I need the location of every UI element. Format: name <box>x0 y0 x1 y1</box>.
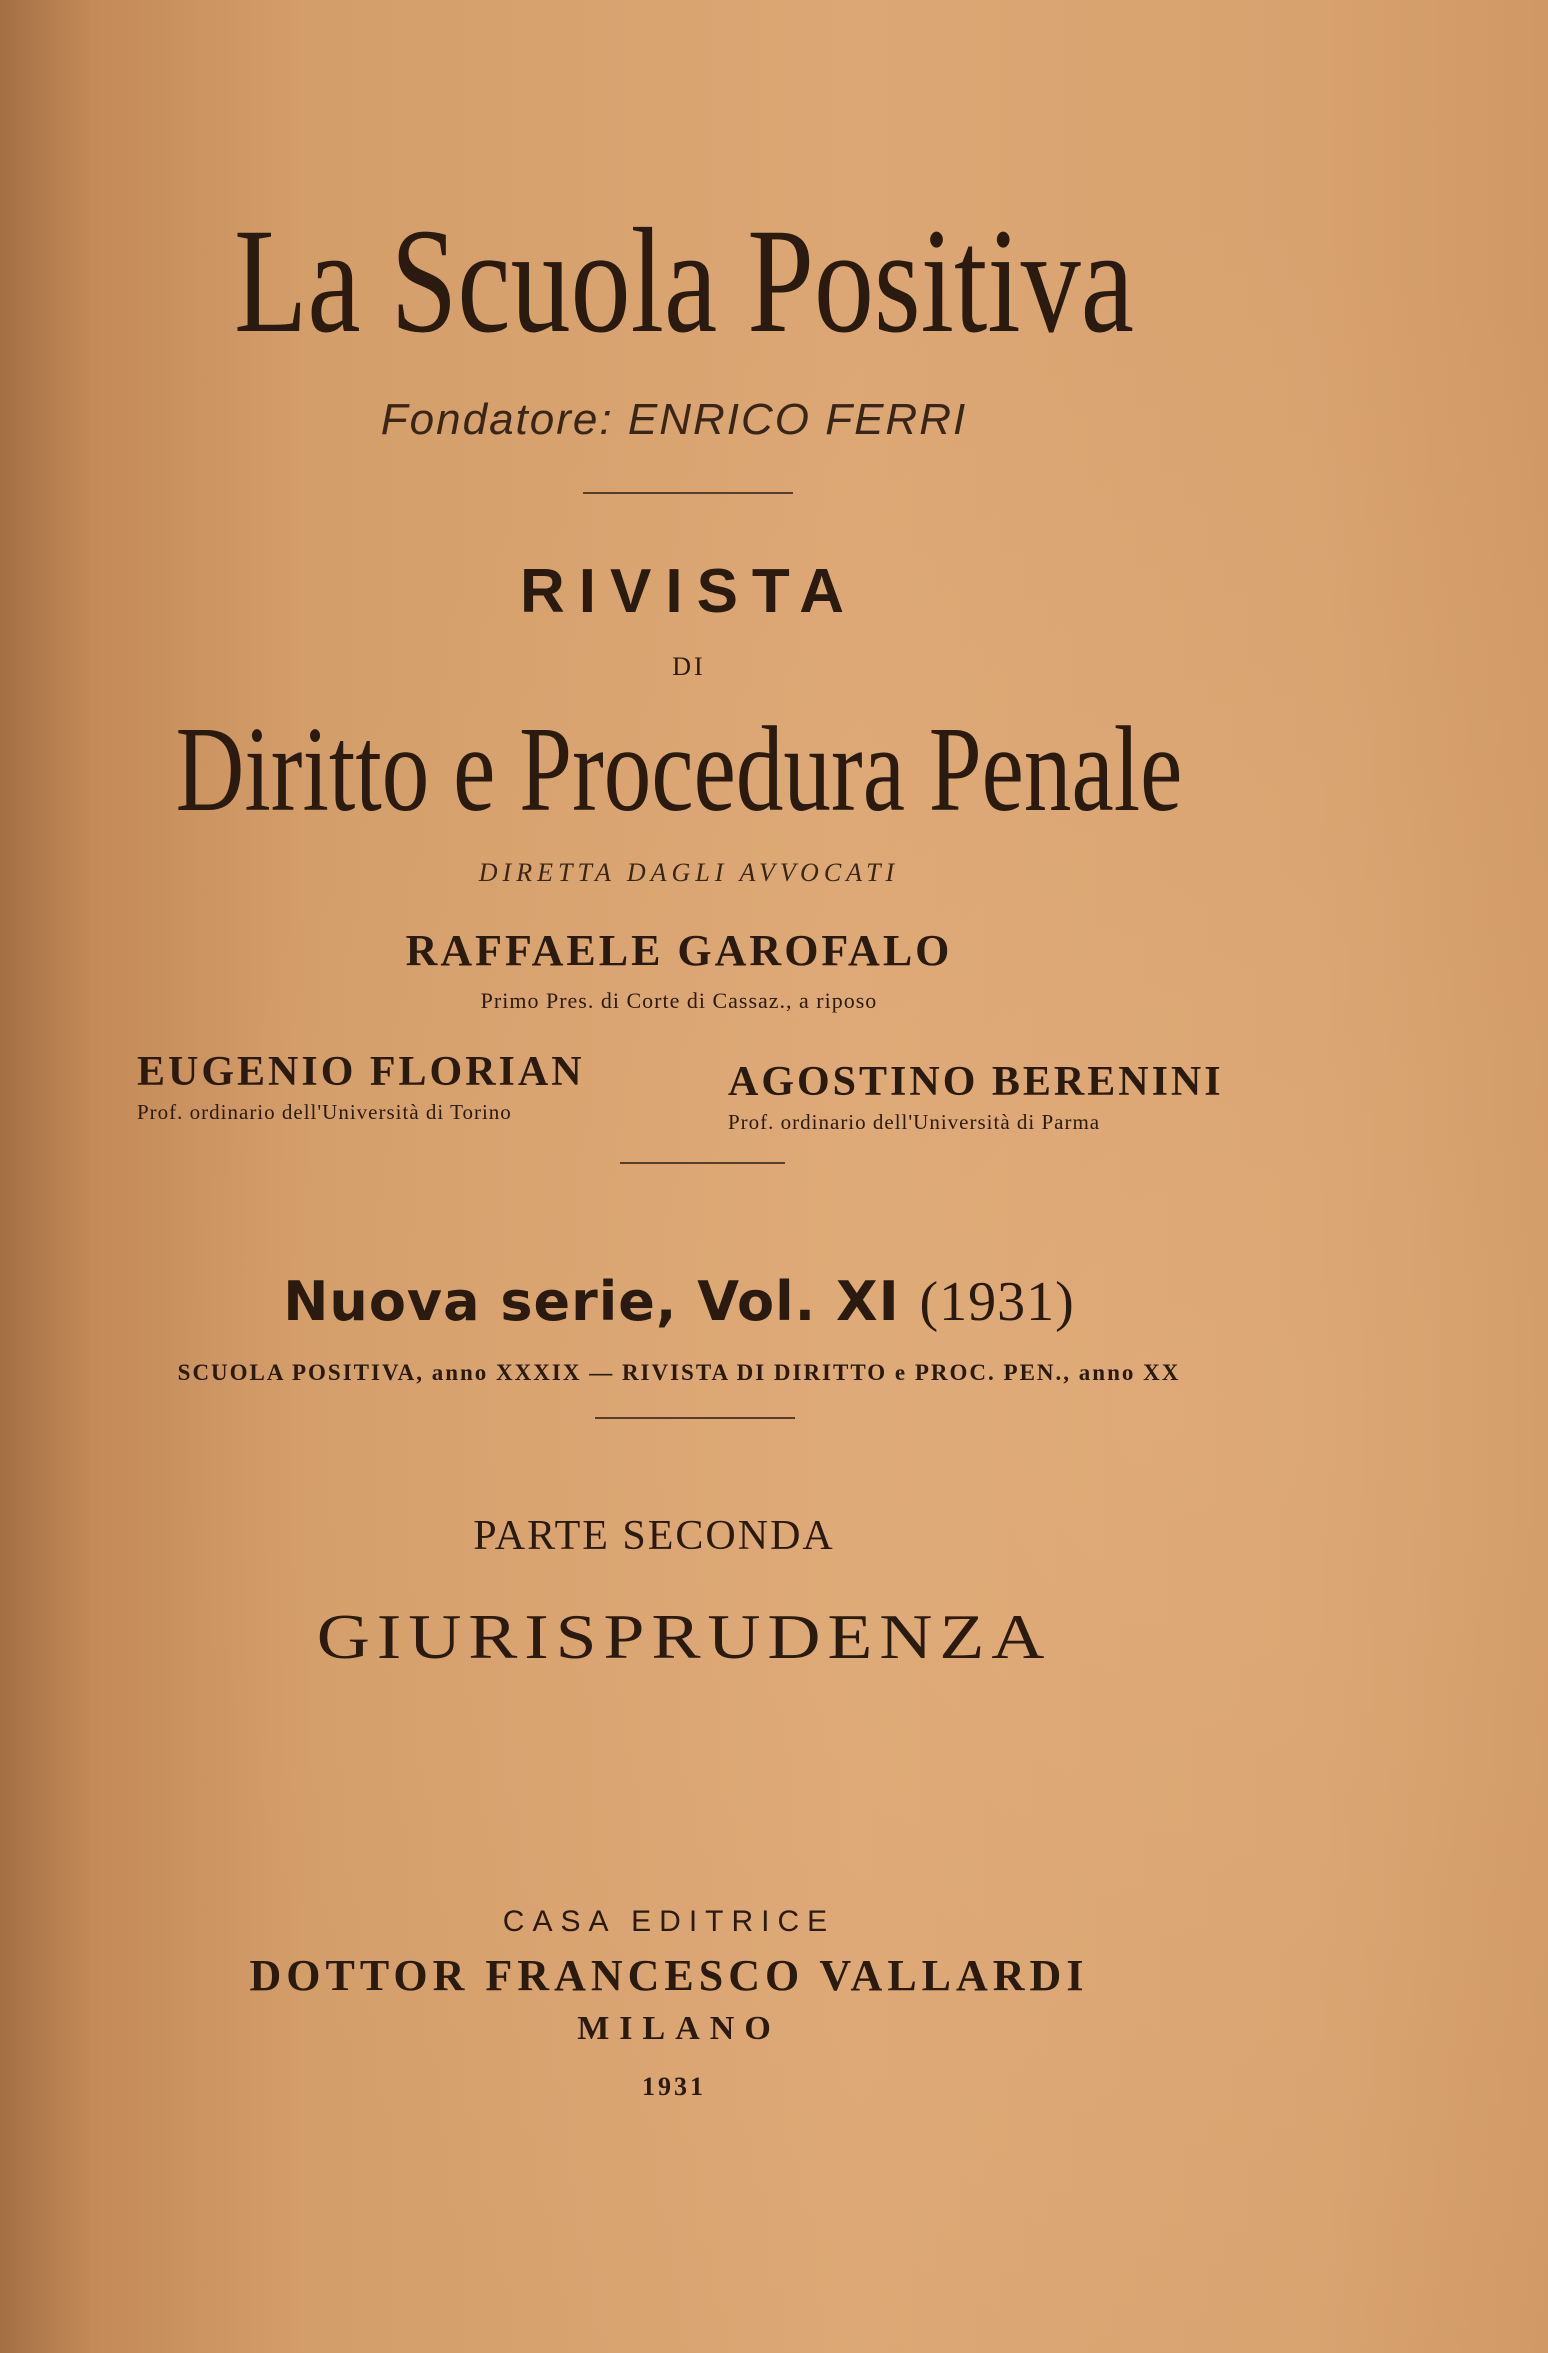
editor-left-name: EUGENIO FLORIAN <box>137 1049 585 1095</box>
imprint-year: 1931 <box>642 2072 706 2101</box>
divider-rule <box>583 492 793 494</box>
editor-left <box>137 1048 585 1125</box>
divider-rule <box>595 1417 795 1419</box>
imprint-publisher: DOTTOR FRANCESCO VALLARDI <box>249 1951 1089 2000</box>
founder-name: ENRICO FERRI <box>627 395 968 444</box>
editor-right <box>728 1058 1224 1135</box>
rivista-heading: RIVISTA <box>520 557 858 626</box>
series-subline: SCUOLA POSITIVA, anno XXXIX — RIVISTA DI DIRITTO e PROC. PEN., anno XX <box>177 1360 1181 1385</box>
editor-main-name: RAFFAELE GAROFALO <box>405 926 953 975</box>
founder-label: Fondatore: <box>380 395 614 444</box>
divider-rule <box>620 1162 785 1164</box>
directed-by: DIRETTA DAGLI AVVOCATI <box>478 858 900 887</box>
journal-title: La Scuola Positiva <box>234 198 1134 364</box>
founder-line <box>0 395 1448 445</box>
series-line <box>0 1270 1453 1334</box>
series-label: Nuova serie, Vol. XI <box>283 1270 900 1333</box>
series-year: (1931) <box>919 1271 1075 1333</box>
imprint-casa: CASA EDITRICE <box>502 1905 836 1938</box>
part-label: PARTE SECONDA <box>473 1513 835 1559</box>
editor-left-role: Prof. ordinario dell'Università di Torino <box>137 1100 512 1124</box>
editor-right-role: Prof. ordinario dell'Università di Parma <box>728 1110 1101 1134</box>
rivista-connector: DI <box>672 652 706 681</box>
editor-right-name: AGOSTINO BERENINI <box>728 1059 1224 1105</box>
journal-subtitle: Diritto e Procedura Penale <box>175 702 1183 837</box>
editor-main-role: Primo Pres. di Corte di Cassaz., a riposo <box>480 988 878 1013</box>
imprint-city: MILANO <box>577 2010 781 2047</box>
part-name: GIURISPRUDENZA <box>316 1601 1052 1672</box>
